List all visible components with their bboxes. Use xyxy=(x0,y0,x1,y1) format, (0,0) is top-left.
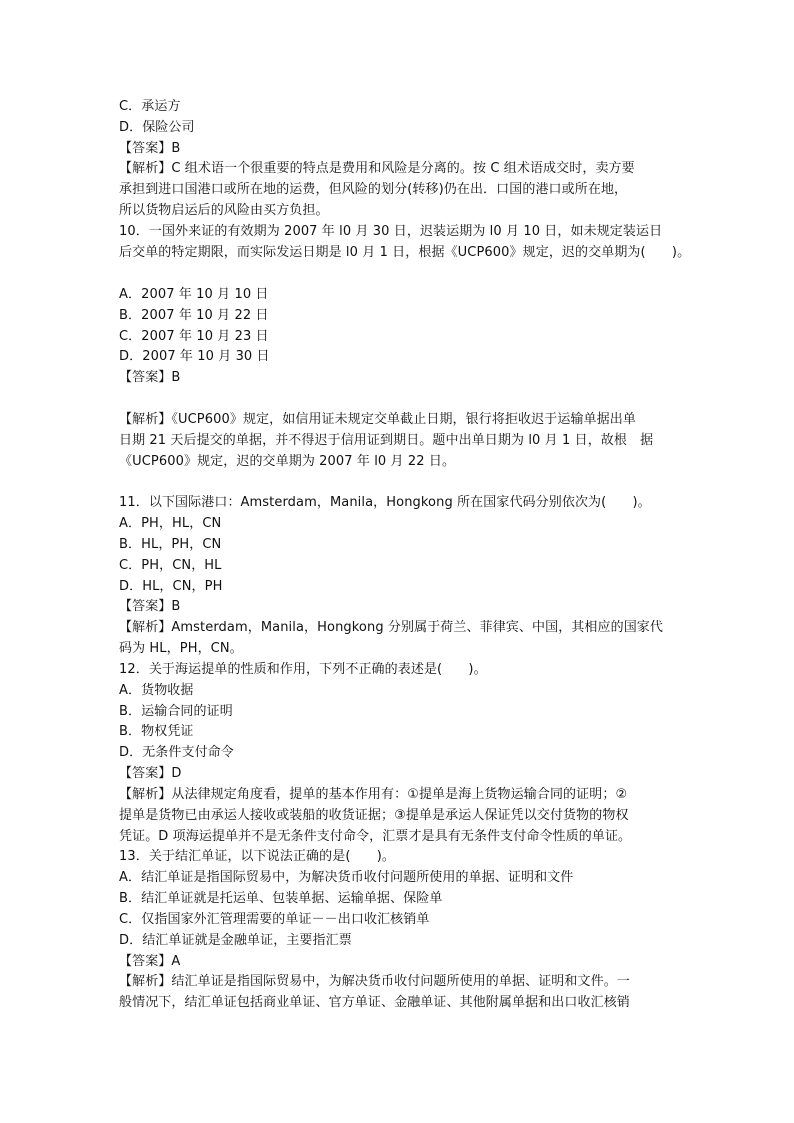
analysis-q12-line2: 提单是货物已由承运人接收或装船的收货证据；③提单是承运人保证凭以交付货物的物权 xyxy=(119,808,629,823)
option-b-q12: B．运输合同的证明 xyxy=(119,704,233,719)
analysis-q11-line2: 码为 HL，PH，CN。 xyxy=(119,641,243,656)
analysis-q12-line3: 凭证。D 项海运提单并不是无条件支付命令，汇票才是具有无条件支付命令性质的单证。 xyxy=(119,829,632,844)
option-d-q12: D．无条件支付命令 xyxy=(119,745,234,760)
answer-q13: 【答案】A xyxy=(119,954,181,969)
option-a-q12: A．货物收据 xyxy=(119,683,194,698)
analysis-q10-line2: 日期 21 天后提交的单据，并不得迟于信用证到期日。题中出单日期为 l0 月 1 日，故根 据 xyxy=(119,433,654,448)
analysis-q9-line2: 承担到进口国港口或所在地的运费，但风险的划分(转移)仍在出．口国的港口或所在地， xyxy=(119,182,628,197)
analysis-q10-line1: 【解析】《UCP600》规定，如信用证未规定交单截止日期，银行将拒收迟于运输单据出单 xyxy=(119,412,636,427)
question-10-line1: 10．一国外来证的有效期为 2007 年 l0 月 30 日，迟装运期为 l0 月 10 日，如未规定装运日 xyxy=(119,224,663,239)
option-a-q10: A．2007 年 10 月 10 日 xyxy=(119,287,269,302)
option-c-q9: C．承运方 xyxy=(119,99,181,114)
analysis-q9-line3: 所以货物启运后的风险由买方负担。 xyxy=(119,203,329,218)
option-c-q11: C．PH，CN，HL xyxy=(119,558,222,573)
option-a-q11: A．PH，HL，CN xyxy=(119,516,222,531)
option-d-q13: D．结汇单证就是金融单证，主要指汇票 xyxy=(119,933,352,948)
question-10-line2: 后交单的特定期限，而实际发运日期是 l0 月 1 日，根据《UCP600》规定，迟的交单期为( )。 xyxy=(119,245,691,260)
answer-q9: 【答案】B xyxy=(119,141,181,156)
analysis-q12-line1: 【解析】从法律规定角度看，提单的基本作用有：①提单是海上货物运输合同的证明；② xyxy=(119,787,628,802)
analysis-q10-line3: 《UCP600》规定，迟的交单期为 2007 年 l0 月 22 日。 xyxy=(119,454,456,469)
option-c-q10: C．2007 年 10 月 23 日 xyxy=(119,329,269,344)
option-d-q11: D．HL，CN，PH xyxy=(119,579,223,594)
option-a-q13: A．结汇单证是指国际贸易中，为解决货币收付问题所使用的单据、证明和文件 xyxy=(119,870,574,885)
question-11: 11．以下国际港口：Amsterdam，Manila，Hongkong 所在国家代码分别依次为( )。 xyxy=(119,495,651,510)
analysis-q13-line2: 般情况下，结汇单证包括商业单证、官方单证、金融单证、其他附属单据和出口收汇核销 xyxy=(119,995,630,1010)
analysis-q9-line1: 【解析】C 组术语一个很重要的特点是费用和风险是分离的。按 C 组术语成交时，卖方要 xyxy=(119,161,635,176)
option-b2-q12: B．物权凭证 xyxy=(119,724,194,739)
question-13: 13．关于结汇单证，以下说法正确的是( )。 xyxy=(119,849,395,864)
answer-q12: 【答案】D xyxy=(119,766,182,781)
option-b-q13: B．结汇单证就是托运单、包装单据、运输单据、保险单 xyxy=(119,891,443,906)
option-d-q9: D．保险公司 xyxy=(119,120,195,135)
answer-q11: 【答案】B xyxy=(119,599,181,614)
analysis-q11-line1: 【解析】Amsterdam，Manila，Hongkong 分别属于荷兰、菲律宾、中国，其相应的国家代 xyxy=(119,620,663,635)
question-12: 12．关于海运提单的性质和作用，下列不正确的表述是( )。 xyxy=(119,662,487,677)
answer-q10: 【答案】B xyxy=(119,370,181,385)
option-b-q11: B．HL，PH，CN xyxy=(119,537,222,552)
option-c-q13: C．仅指国家外汇管理需要的单证－－出口收汇核销单 xyxy=(119,912,430,927)
option-d-q10: D．2007 年 10 月 30 日 xyxy=(119,349,270,364)
analysis-q13-line1: 【解析】结汇单证是指国际贸易中，为解决货币收付问题所使用的单据、证明和文件。一 xyxy=(119,974,630,989)
option-b-q10: B．2007 年 10 月 22 日 xyxy=(119,308,269,323)
